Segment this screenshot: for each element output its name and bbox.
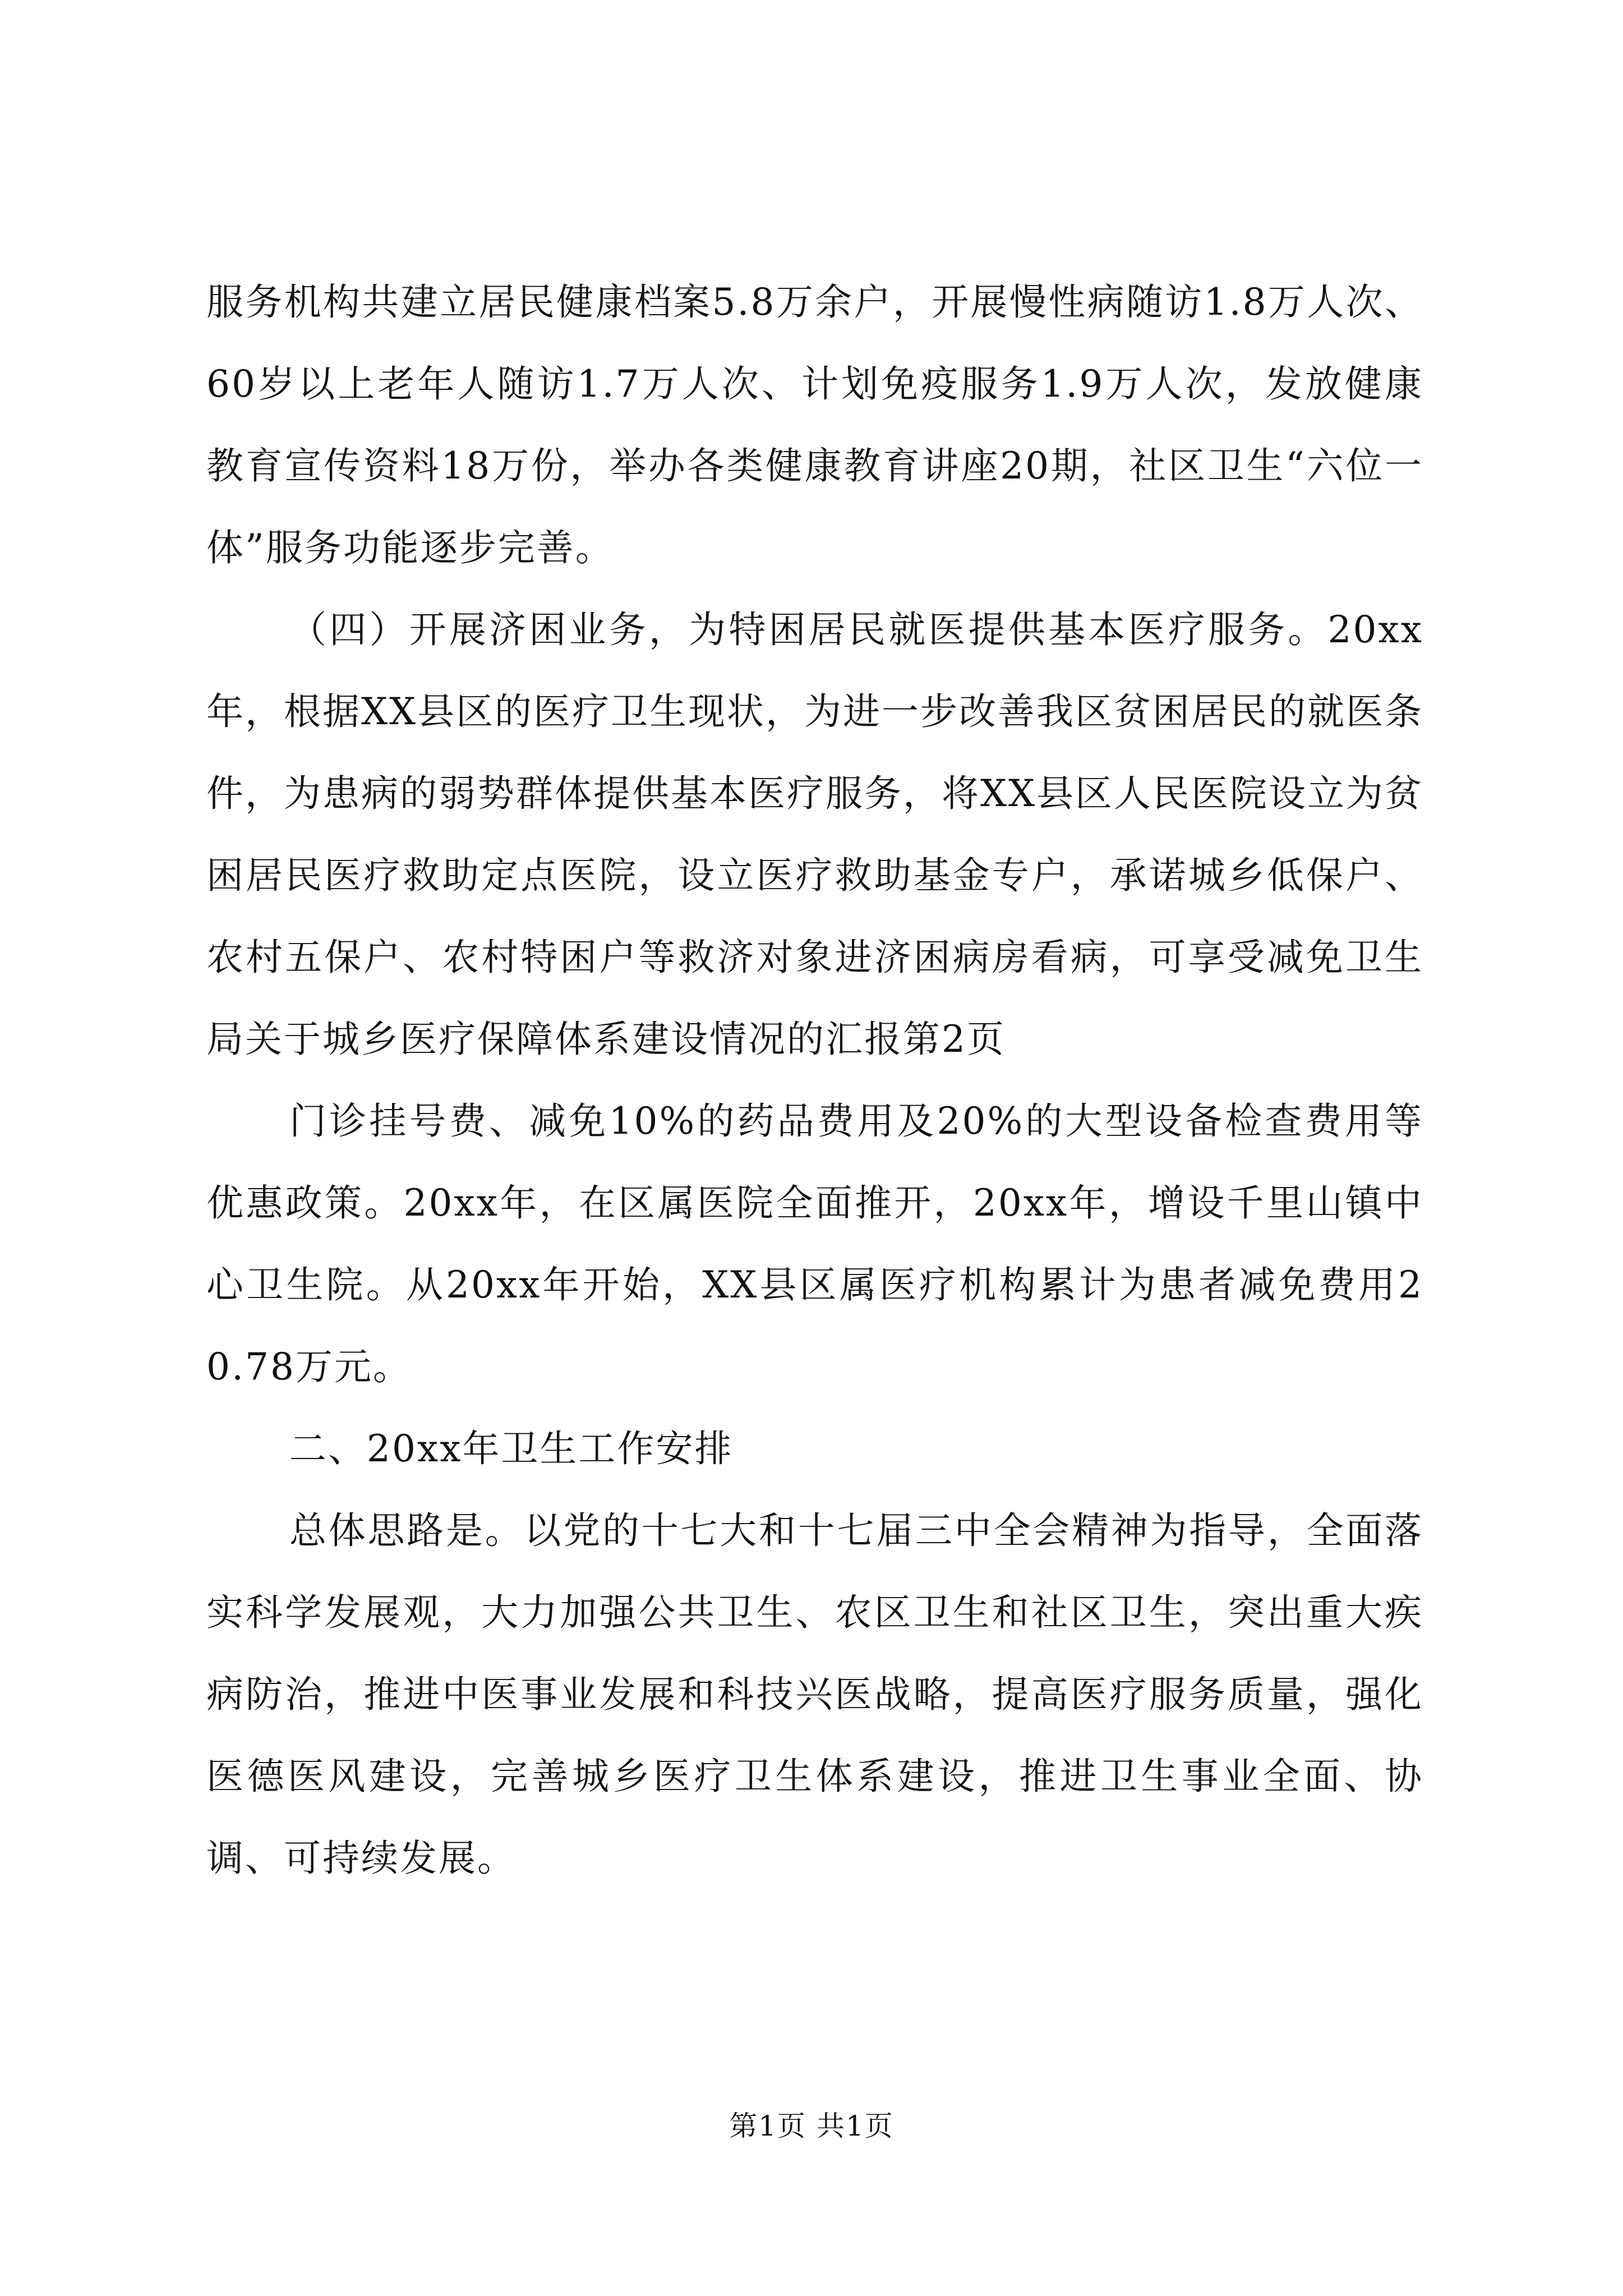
paragraph-overall-approach: 总体思路是。以党的十七大和十七届三中全会精神为指导，全面落实科学发展观，大力加强公共卫生、农区卫生和社区卫生，突出重大疾病防治，推进中医事业发展和科技兴医战略，提高医疗服务质量，强化医德医风建设，完善城乡医疗卫生体系建设，推进卫生事业全面、协调、可持续发展。	[206, 1509, 1423, 1880]
page-footer: 第1页 共1页	[729, 2110, 894, 2142]
paragraph-fee-reductions: 门诊挂号费、减免10%的药品费用及20%的大型设备检查费用等优惠政策。20xx年，在区属医院全面推开，20xx年，增设千里山镇中心卫生院。从20xx年开始，XX县区属医疗机构累计为患者减免费用20.78万元。	[206, 1099, 1423, 1388]
document-body	[206, 261, 1423, 1899]
section-heading: 二、20xx年卫生工作安排	[289, 1427, 734, 1470]
paragraph-relief-services: （四）开展济困业务，为特困居民就医提供基本医疗服务。20xx年，根据XX县区的医疗卫生现状，为进一步改善我区贫困居民的就医条件，为患病的弱势群体提供基本医疗服务，将XX县区人民医院设立为贫困居民医疗救助定点医院，设立医疗救助基金专户，承诺城乡低保户、农村五保户、农村特困户等救济对象进济困病房看病，可享受减免卫生局关于城乡医疗保障体系建设情况的汇报第2页	[206, 608, 1423, 1061]
paragraph-health-records: 服务机构共建立居民健康档案5.8万余户，开展慢性病随访1.8万人次、60岁以上老年人随访1.7万人次、计划免疫服务1.9万人次，发放健康教育宣传资料18万份，举办各类健康教育讲座20期，社区卫生“六位一体”服务功能逐步完善。	[206, 280, 1423, 569]
